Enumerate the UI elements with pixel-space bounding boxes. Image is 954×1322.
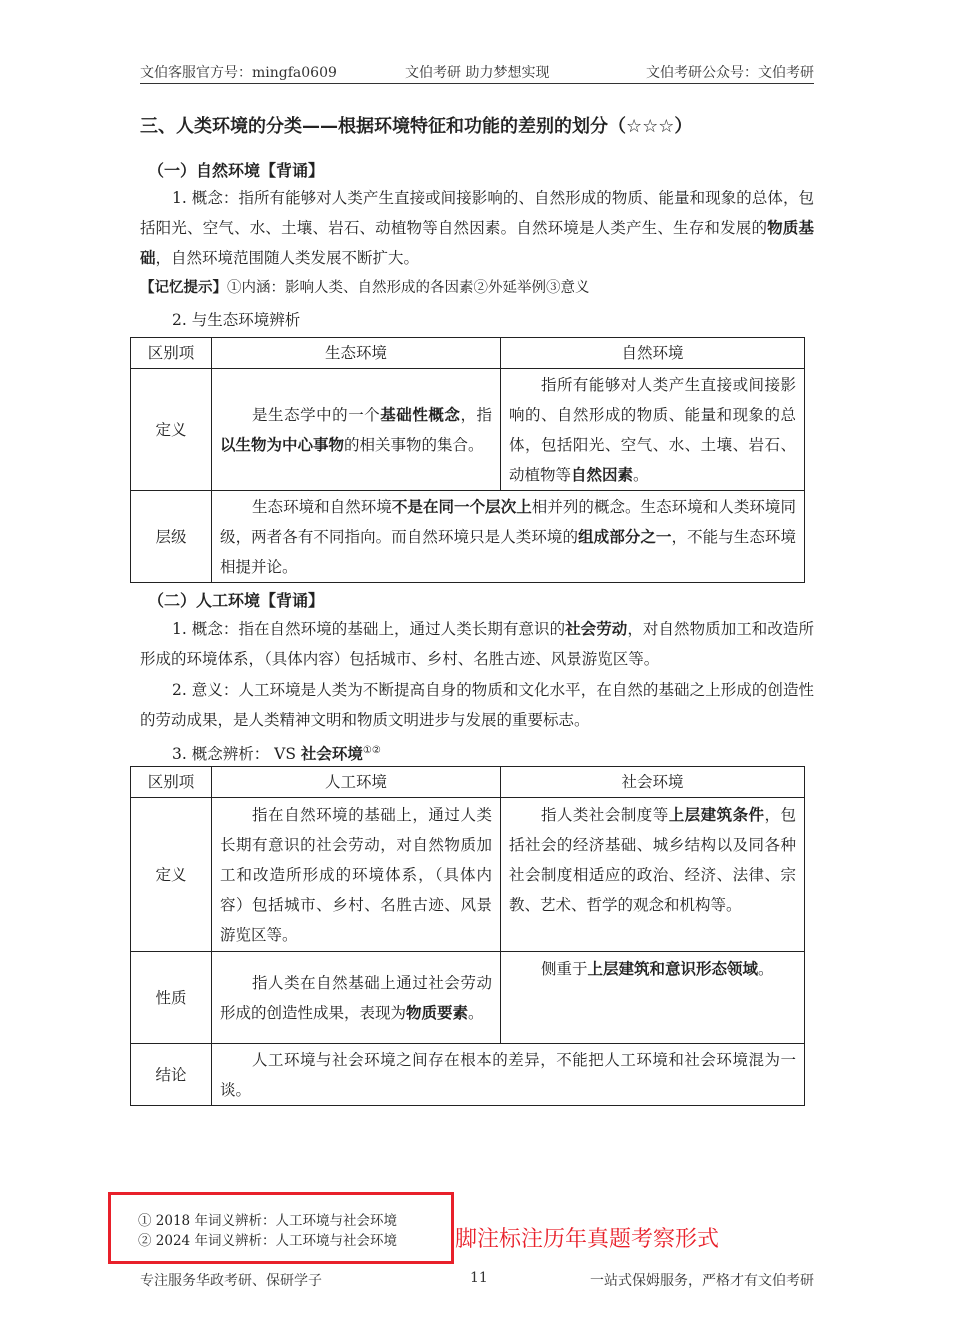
row-label: 定义	[131, 369, 212, 491]
table-cell: 指所有能够对人类产生直接或间接影响的、自然形成的物质、能量和现象的总体，包括阳光、空气、水、土壤、岩石、动植物等自然因素。	[501, 369, 805, 491]
table-cell: 指人类在自然基础上通过社会劳动形成的创造性成果，表现为物质要素。	[212, 952, 501, 1044]
header-right: 文伯考研公众号：文伯考研	[646, 65, 814, 81]
table-cell: 指在自然环境的基础上，通过人类长期有意识的社会劳动，对自然物质加工和改造所形成的环境体系，（具体内容）包括城市、乡村、名胜古迹、风景游览区等。	[212, 798, 501, 952]
part2-heading: （二）人工环境【背诵】	[148, 591, 325, 610]
header-left: 文伯客服官方号：mingfa0609	[140, 65, 337, 81]
row-label: 结论	[131, 1044, 212, 1106]
row-label: 层级	[131, 491, 212, 583]
footer-right: 一站式保姆服务，严格才有文伯考研	[590, 1273, 814, 1289]
part2-compare-title: 3. 概念辨析： VS 社会环境①②	[172, 744, 381, 764]
table-header: 人工环境	[212, 767, 501, 798]
footer-left: 专注服务华政考研、保研学子	[140, 1273, 322, 1289]
table-header: 区别项	[131, 767, 212, 798]
row-label: 定义	[131, 798, 212, 952]
table-cell: 指人类社会制度等上层建筑条件，包括社会的经济基础、城乡结构以及同各种社会制度相适应的政治、经济、法律、宗教、艺术、哲学的观念和机构等。	[501, 798, 805, 952]
part2-meaning: 2. 意义：人工环境是人类为不断提高自身的物质和文化水平，在自然的基础之上形成的创造性的劳动成果，是人类精神文明和物质文明进步与发展的重要标志。	[140, 681, 814, 729]
table-cell: 人工环境与社会环境之间存在根本的差异，不能把人工环境和社会环境混为一谈。	[212, 1044, 805, 1106]
table-cell: 是生态学中的一个基础性概念，指以生物为中心事物的相关事物的集合。	[212, 369, 501, 491]
table-header: 自然环境	[501, 338, 805, 369]
table-header: 生态环境	[212, 338, 501, 369]
table-cell: 生态环境和自然环境不是在同一个层次上相并列的概念。生态环境和人类环境同级，两者各有不同指向。而自然环境只是人类环境的组成部分之一，不能与生态环境相提并论。	[212, 491, 805, 583]
part1-compare-title: 2. 与生态环境辨析	[172, 311, 301, 329]
table-cell: 侧重于上层建筑和意识形态领域。	[501, 952, 805, 1044]
part1-heading: （一）自然环境【背诵】	[148, 161, 325, 180]
page-number: 11	[470, 1270, 488, 1286]
header-center: 文伯考研 助力梦想实现	[405, 65, 550, 81]
footnote-annotation: 脚注标注历年真题考察形式	[455, 1227, 720, 1252]
part2-concept: 1. 概念：指在自然环境的基础上，通过人类长期有意识的社会劳动，对自然物质加工和改造所形成的环境体系，（具体内容）包括城市、乡村、名胜古迹、风景游览区等。	[140, 619, 814, 668]
row-label: 性质	[131, 952, 212, 1044]
section-title: 三、人类环境的分类——根据环境特征和功能的差别的划分（☆☆☆）	[140, 116, 693, 137]
artificial-vs-social-table	[130, 766, 805, 1106]
ecology-vs-natural-table	[130, 337, 805, 583]
footnote-2: ② 2024 年词义辨析：人工环境与社会环境	[138, 1233, 397, 1249]
footnote-1: ① 2018 年词义辨析：人工环境与社会环境	[138, 1213, 397, 1229]
memory-tip: 【记忆提示】①内涵：影响人类、自然形成的各因素②外延举例③意义	[140, 280, 590, 296]
header-rule	[140, 83, 814, 84]
table-header: 社会环境	[501, 767, 805, 798]
table-header: 区别项	[131, 338, 212, 369]
part1-concept: 1. 概念：指所有能够对人类产生直接或间接影响的、自然形成的物质、能量和现象的总体，包括阳光、空气、水、土壤、岩石、动植物等自然因素。自然环境是人类产生、生存和发展的物质基础，自然环境范围随人类发展不断扩大。	[140, 189, 814, 267]
